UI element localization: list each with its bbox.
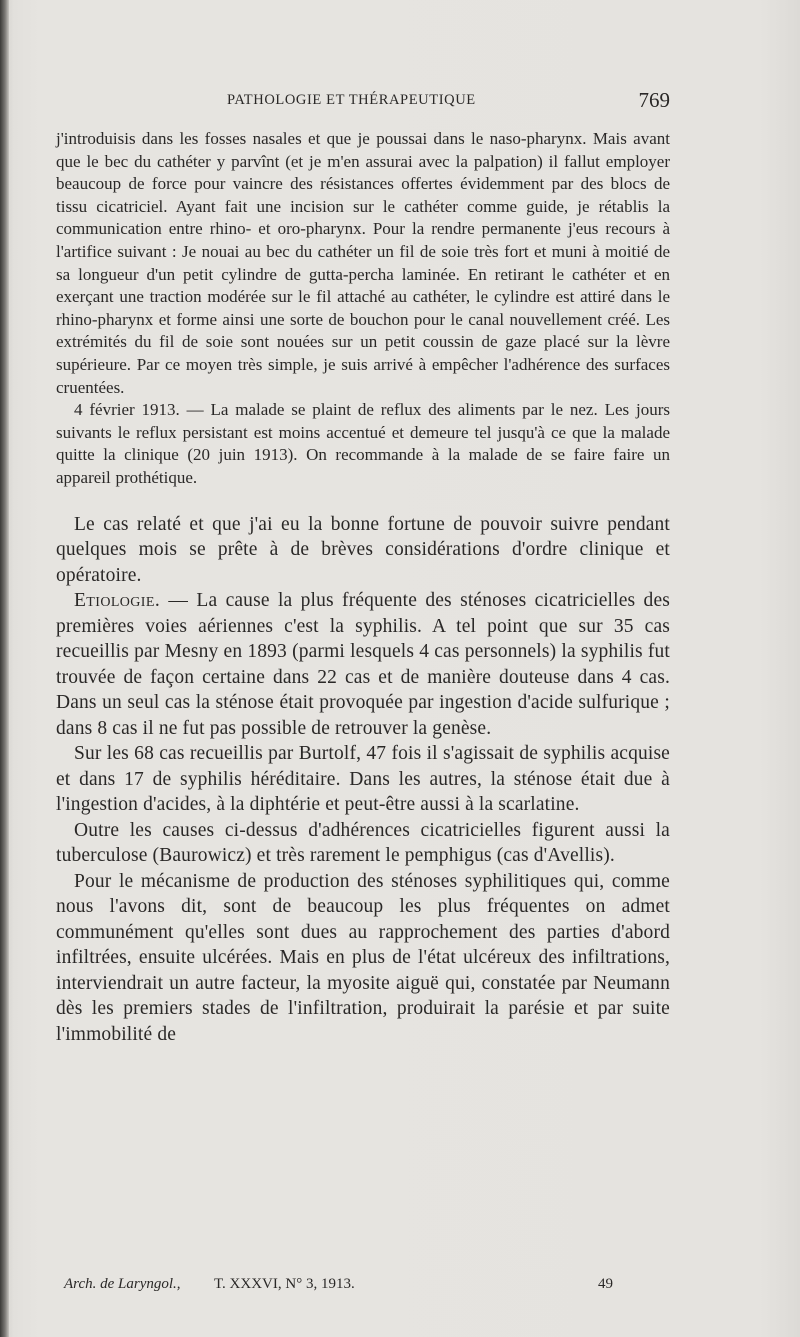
running-head — [60, 88, 670, 118]
paragraph-etiologie-text: — La cause la plus fréquente des sténoses cicatricielles des premières voies aériennes c'est la syphilis. A tel point que sur 35 cas recueillis par Mesny en 1893 (parmi lesquels 4 cas personnels) la syphilis fut trouvée de façon certaine dans 22 cas et de manière douteuse dans 4 cas. Dans un seul cas la sténose était provoquée par ingestion d'acide sulfurique ; dans 8 cas il ne fut pas possible de retrouver la genèse. — [56, 590, 670, 739]
binding-shadow — [0, 0, 9, 1337]
paragraph-case-report: j'introduisis dans les fosses nasales et que je poussai dans le naso-pharynx. Mais avant que le bec du cathéter y parvînt (et je m'en assurai avec la palpation) il fallut employer beaucoup de force pour vaincre des résistances offertes évidemment par des blocs de tissu cicatriciel. Ayant fait une incision sur le cathéter comme guide, je rétablis la communication entre rhino- et oro-pharynx. Pour la rendre permanente j'eus recours à l'artifice suivant : Je nouai au bec du cathéter un fil de soie très fort et muni à moitié de sa longueur d'un petit cylindre de gutta-percha laminée. En retirant le cathéter et en exerçant une traction modérée sur le fil attaché au cathéter, le cylindre est attiré dans le rhino-pharynx et forme ainsi une sorte de bouchon pour le canal nouvellement créé. Les extrémités du fil de soie sont nouées sur un petit coussin de gaze placé sur la lèvre supérieure. Par ce moyen très simple, je suis arrivé à empêcher l'adhérence des surfaces cruentées. — [56, 129, 670, 397]
paragraph-introduction: Le cas relaté et que j'ai eu la bonne fortune de pouvoir suivre pendant quelques mois se prête à de brèves considérations d'ordre clinique et opératoire. — [56, 513, 670, 586]
running-title: PATHOLOGIE ET THÉRAPEUTIQUE — [227, 92, 476, 108]
body-text — [56, 128, 670, 1047]
section-heading-etiologie: Etiologie. — [74, 590, 161, 611]
footer-volume: T. XXXVI, N° 3, 1913. — [214, 1276, 355, 1292]
paragraph-followup: 4 février 1913. — La malade se plaint de reflux des aliments par le nez. Les jours suivants le reflux persistant est moins accentué et demeure tel jusqu'à ce que la malade quitte la clinique (20 juin 1913). On recommande à la malade de se faire faire un appareil prothétique. — [56, 400, 670, 487]
footer-signature: 49 — [598, 1276, 613, 1292]
page-footer — [64, 1276, 624, 1298]
paragraph-burtolf: Sur les 68 cas recueillis par Burtolf, 47 fois il s'agissait de syphilis acquise et dans 17 de syphilis héréditaire. Dans les autres, la sténose était due à l'ingestion d'acides, à la diphtérie et peut-être aussi à la scarlatine. — [56, 743, 670, 815]
page-number: 769 — [638, 88, 670, 112]
paragraph-other-causes: Outre les causes ci-dessus d'adhérences cicatricielles figurent aussi la tuberculose (Baurowicz) et très rarement le pemphigus (cas d'Avellis). — [56, 819, 670, 866]
footer-journal: Arch. de Laryngol., — [64, 1276, 181, 1292]
paragraph-etiologie — [56, 588, 670, 741]
paragraph-mechanism: Pour le mécanisme de production des sténoses syphilitiques qui, comme nous l'avons dit, sont de beaucoup les plus fréquentes on admet communément qu'elles sont dues au rapprochement des parties d'abord infiltrées, ensuite ulcérées. Mais en plus de l'état ulcéreux des infiltrations, interviendrait un autre facteur, la myosite aiguë qui, constatée par Neumann dès les premiers stades de l'infiltration, produirait la parésie et par suite l'immobilité de — [56, 870, 670, 1045]
